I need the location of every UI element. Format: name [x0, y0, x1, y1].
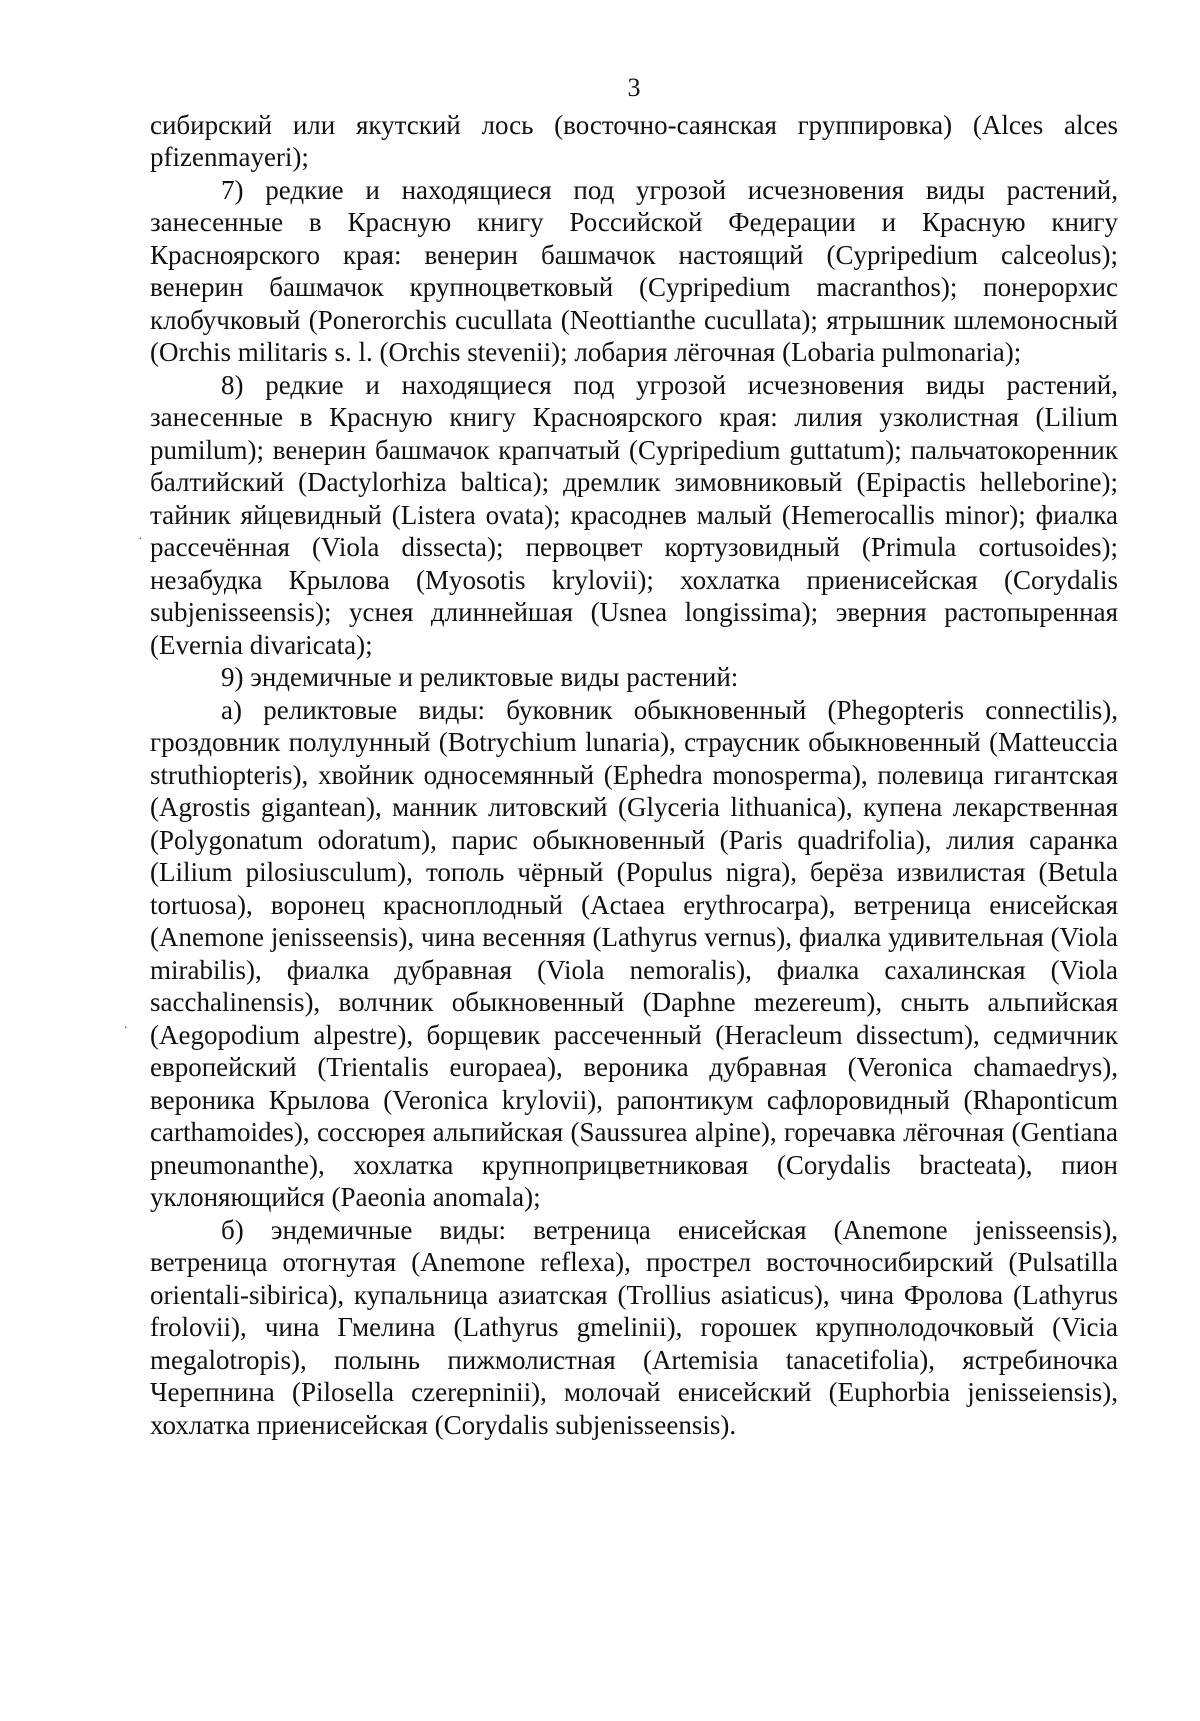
margin-dot: ·: [138, 532, 143, 547]
paragraph-item-9b-endemic: б) эндемичные виды: ветреница енисейская (Anemone jenisseensis), ветреница отогнутая (Anemone reflexa), прострел восточносибирский (Pulsatilla orientali-sibirica), купальница азиатская (Trollius asiaticus), чина Фролова (Lathyrus frolovii), чина Гмелина (Lathyrus gmelinii), горошек крупнолодочковый (Vicia megalotropis), полынь пижмолистная (Artemisia tanacetifolia), ястребиночка Черепнина (Pilosella czerepninii), молочай енисейский (Euphorbia jenisseiensis), хохлатка приенисейская (Corydalis subjenisseensis).: [150, 1214, 1118, 1440]
page-number: 3: [627, 73, 641, 102]
document-page: [150, 72, 1118, 1441]
paragraph-item-9a-relict: а) реликтовые виды: буковник обыкновенный (Phegopteris connectilis), гроздовник полулунный (Botrychium lunaria), страусник обыкновенный (Matteuccia struthiopteris), хвойник односемянный (Ephedra monosperma), полевица гигантская (Agrostis gigantean), манник литовский (Glyceria lithuanica), купена лекарственная (Polygonatum odoratum), парис обыкновенный (Paris quadrifolia), лилия саранка (Lilium pilosiusculum), тополь чёрный (Populus nigra), берёза извилистая (Betula tortuosa), воронец красноплодный (Actaea erythrocarpa), ветреница енисейская (Anemone jenisseensis), чина весенняя (Lathyrus vernus), фиалка удивительная (Viola mirabilis), фиалка дубравная (Viola nemoralis), фиалка сахалинская (Viola sacchalinensis), волчник обыкновенный (Daphne mezereum), сныть альпийская (Aegopodium alpestre), борщевик рассеченный (Heracleum dissectum), седмичник европейский (Trientalis europaea), вероника дубравная (Veronica chamaedrys), вероника Крылова (Veronica krylovii), рапонтикум сафлоровидный (Rhaponticum carthamoides), соссюрея альпийская (Saussurea alpine), горечавка лёгочная (Gentiana pneumonanthe), хохлатка крупноприцветниковая (Corydalis bracteata), пион уклоняющийся (Paeonia anomala);: [150, 694, 1118, 1212]
margin-dot: .: [124, 1017, 128, 1032]
paragraph-elk-continuation: сибирский или якутский лось (восточно-саянская группировка) (Alces alces pfizenmayeri);: [150, 109, 1118, 172]
paragraph-item-7: 7) редкие и находящиеся под угрозой исчезновения виды растений, занесенные в Красную книгу Российской Федерации и Красную книгу Красноярского края: венерин башмачок настоящий (Cypripedium calceolus); венерин башмачок крупноцветковый (Cypripedium macranthos); понерорхис клобучковый (Ponerorchis cucullata (Neottianthe cucullata); ятрышник шлемоносный (Orchis militaris s. l. (Orchis stevenii); лобария лёгочная (Lobaria pulmonaria);: [150, 174, 1118, 367]
paragraph-item-8: 8) редкие и находящиеся под угрозой исчезновения виды растений, занесенные в Красную книгу Красноярского края: лилия узколистная (Lilium pumilum); венерин башмачок крапчатый (Cypripedium guttatum); пальчатокоренник балтийский (Dactylorhiza baltica); дремлик зимовниковый (Epipactis helleborine); тайник яйцевидный (Listera ovata); красоднев малый (Hemerocallis minor); фиалка рассечённая (Viola dissecta); первоцвет кортузовидный (Primula cortusoides); незабудка Крылова (Myosotis krylovii); хохлатка приенисейская (Corydalis subjenisseensis); уснея длиннейшая (Usnea longissima); эверния растопыренная (Evernia divaricata);: [150, 369, 1118, 660]
paragraph-item-9: 9) эндемичные и реликтовые виды растений:: [221, 662, 739, 692]
